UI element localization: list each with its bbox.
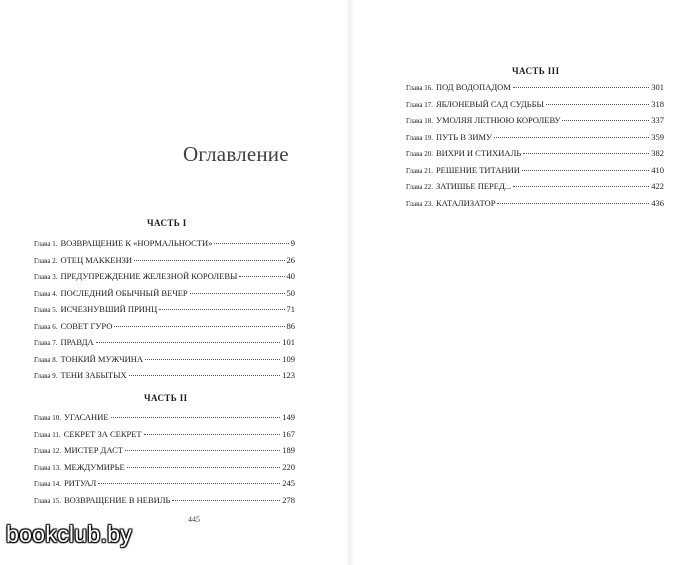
toc-entry[interactable]: [34, 288, 295, 305]
dot-leader: [523, 153, 649, 154]
chapter-label: Глава 2.: [34, 256, 58, 265]
chapter-label: Глава 3.: [34, 273, 58, 281]
chapter-page: 123: [282, 370, 295, 380]
chapter-label: Глава 6.: [34, 322, 58, 331]
toc-entry[interactable]: [34, 337, 295, 354]
chapter-label: Глава 5.: [34, 306, 58, 314]
chapter-label: Глава 13.: [34, 463, 61, 472]
toc-entry[interactable]: [406, 82, 664, 99]
toc-entry[interactable]: [34, 354, 295, 371]
dot-leader: [546, 104, 649, 105]
toc-entry[interactable]: [406, 165, 664, 182]
chapter-label: Глава 9.: [34, 372, 58, 380]
chapter-title: ВОЗВРАЩЕНИЕ В НЕВИЛЬ: [63, 494, 171, 505]
chapter-label: Глава 23.: [406, 199, 433, 208]
chapter-page: 318: [651, 98, 664, 109]
chapter-title: ПУТЬ В ЗИМУ: [435, 131, 493, 142]
toc-entry[interactable]: [34, 429, 295, 446]
dot-leader: [494, 137, 649, 138]
dot-leader: [190, 293, 285, 294]
chapter-page: 167: [282, 428, 295, 439]
chapter-title: ЗАТИШЬЕ ПЕРЕД...: [435, 181, 512, 191]
dot-leader: [129, 375, 281, 376]
chapter-label: Глава 21.: [406, 166, 433, 175]
chapter-page: 40: [286, 271, 295, 281]
dot-leader: [522, 170, 649, 171]
dot-leader: [159, 309, 284, 310]
chapter-page: 189: [282, 445, 295, 455]
toc-entry[interactable]: [406, 198, 664, 215]
chapter-page: 149: [282, 412, 295, 422]
chapter-title: ОТЕЦ МАККЕНЗИ: [60, 254, 133, 265]
chapter-label: Глава 10.: [34, 414, 61, 422]
dot-leader: [497, 203, 649, 204]
chapter-page: 337: [651, 115, 664, 125]
watermark-logo: bookclub.by: [6, 521, 133, 547]
page-number: 445: [188, 515, 200, 524]
toc-entry[interactable]: [406, 148, 664, 165]
dot-leader: [145, 359, 280, 360]
toc-entry[interactable]: [406, 115, 664, 132]
chapter-page: 50: [286, 287, 295, 298]
chapter-label: Глава 1.: [34, 240, 58, 248]
chapter-title: ТЕНИ ЗАБЫТЫХ: [60, 370, 127, 380]
chapter-title: ЯБЛОНЕВЫЙ САД СУДЬБЫ: [435, 98, 544, 109]
chapter-label: Глава 19.: [406, 133, 433, 142]
dot-leader: [134, 260, 284, 261]
chapter-title: ПОСЛЕДНИЙ ОБЫЧНЫЙ ВЕЧЕР: [60, 287, 188, 298]
chapter-page: 359: [651, 131, 664, 142]
toc-entry[interactable]: [34, 495, 295, 512]
toc-entry[interactable]: [34, 370, 295, 387]
chapter-title: ИСЧЕЗНУВШИЙ ПРИНЦ: [60, 304, 158, 314]
dot-leader: [172, 500, 280, 501]
chapter-page: 71: [286, 304, 295, 314]
chapter-title: СОВЕТ ГУРО: [60, 320, 113, 331]
chapter-page: 301: [651, 82, 664, 92]
chapter-title: ПРЕДУПРЕЖДЕНИЕ ЖЕЛЕЗНОЙ КОРОЛЕВЫ: [60, 271, 238, 281]
chapter-title: ВОЗВРАЩЕНИЕ К «НОРМАЛЬНОСТИ»: [60, 238, 213, 248]
chapter-label: Глава 15.: [34, 496, 61, 505]
chapter-page: 109: [282, 353, 295, 364]
dot-leader: [127, 467, 281, 468]
toc-entry[interactable]: [34, 445, 295, 462]
toc-entry[interactable]: [34, 478, 295, 495]
toc-entry[interactable]: [34, 238, 295, 255]
toc-entry[interactable]: [406, 181, 664, 198]
chapter-label: Глава 18.: [406, 117, 433, 125]
chapter-label: Глава 14.: [34, 480, 61, 488]
dot-leader: [125, 450, 280, 451]
chapter-label: Глава 8.: [34, 355, 58, 364]
toc-part-3: [406, 82, 664, 214]
chapter-title: МЕЖДУМИРЬЕ: [63, 461, 125, 472]
chapter-label: Глава 7.: [34, 339, 58, 347]
chapter-page: 220: [282, 461, 295, 472]
right-page: [350, 0, 700, 565]
chapter-title: ВИХРИ И СТИХИАЛЬ: [435, 148, 522, 158]
part-title: ЧАСТЬ I: [147, 218, 187, 228]
chapter-page: 436: [651, 197, 664, 208]
dot-leader: [214, 243, 288, 244]
dot-leader: [98, 483, 280, 484]
toc-entry[interactable]: [34, 321, 295, 338]
dot-leader: [114, 326, 284, 327]
part-title: ЧАСТЬ II: [144, 393, 188, 403]
chapter-label: Глава 22.: [406, 183, 433, 191]
chapter-page: 9: [290, 238, 295, 248]
chapter-page: 278: [282, 494, 295, 505]
chapter-title: УГАСАНИЕ: [63, 412, 109, 422]
chapter-label: Глава 11.: [34, 430, 61, 439]
chapter-label: Глава 17.: [406, 100, 433, 109]
chapter-page: 101: [282, 337, 295, 347]
chapter-label: Глава 4.: [34, 289, 58, 298]
chapter-title: РИТУАЛ: [63, 478, 97, 488]
chapter-label: Глава 12.: [34, 447, 61, 455]
dot-leader: [562, 120, 649, 121]
chapter-title: СЕКРЕТ ЗА СЕКРЕТ: [63, 428, 142, 439]
chapter-title: КАТАЛИЗАТОР: [435, 197, 496, 208]
dot-leader: [513, 87, 649, 88]
toc-entry[interactable]: [406, 99, 664, 116]
chapter-page: 245: [282, 478, 295, 488]
chapter-page: 410: [651, 164, 664, 175]
dot-leader: [513, 186, 649, 187]
dot-leader: [239, 276, 284, 277]
chapter-title: ПРАВДА: [60, 337, 94, 347]
chapter-title: УМОЛЯЯ ЛЕТНЮЮ КОРОЛЕВУ: [435, 115, 561, 125]
dot-leader: [144, 434, 281, 435]
toc-entry[interactable]: [34, 271, 295, 288]
chapter-page: 422: [651, 181, 664, 191]
dot-leader: [111, 417, 281, 418]
toc-entry[interactable]: [406, 132, 664, 149]
toc-entry[interactable]: [34, 255, 295, 272]
chapter-title: ТОНКИЙ МУЖЧИНА: [60, 353, 144, 364]
chapter-page: 26: [286, 254, 295, 265]
chapter-label: Глава 16.: [406, 84, 433, 92]
chapter-label: Глава 20.: [406, 150, 433, 158]
toc-entry[interactable]: [34, 304, 295, 321]
toc-entry[interactable]: [34, 412, 295, 429]
toc-part-1: [34, 238, 295, 387]
chapter-title: МИСТЕР ДАСТ: [63, 445, 123, 455]
toc-part-2: [34, 412, 295, 511]
chapter-page: 86: [286, 320, 295, 331]
part-title: ЧАСТЬ III: [512, 66, 560, 76]
toc-entry[interactable]: [34, 462, 295, 479]
contents-heading: Оглавление: [183, 142, 289, 166]
dot-leader: [96, 342, 281, 343]
chapter-page: 382: [651, 148, 664, 158]
chapter-title: РЕШЕНИЕ ТИТАНИИ: [435, 164, 520, 175]
chapter-title: ПОД ВОДОПАДОМ: [435, 82, 511, 92]
